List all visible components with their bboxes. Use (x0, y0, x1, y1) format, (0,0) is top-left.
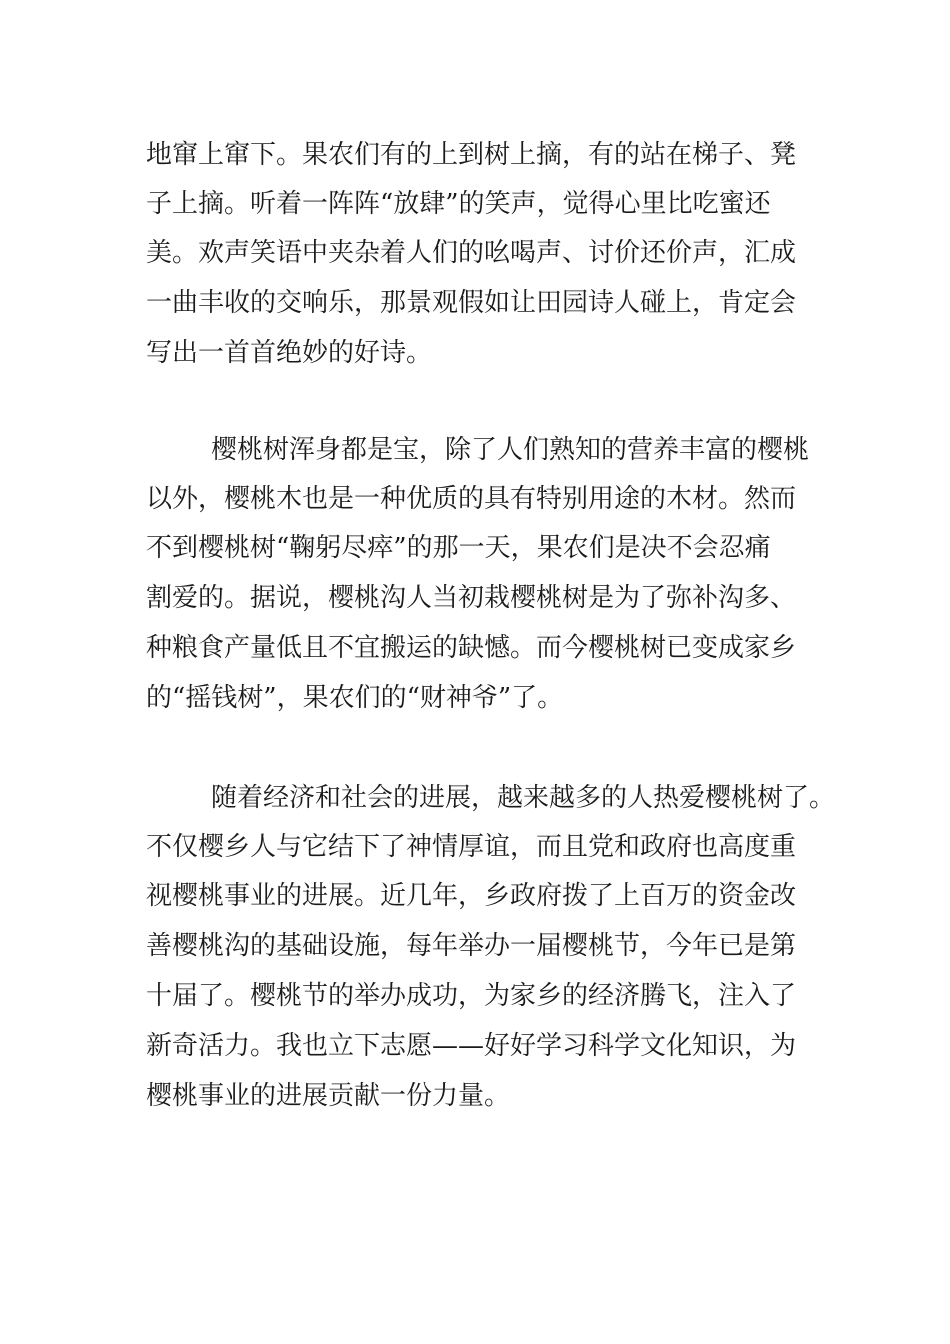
paragraph-line: 善樱桃沟的基础设施，每年举办一届樱桃节，今年已是第 (146, 931, 797, 961)
paragraph-line: 子上摘。听着一阵阵“放肆”的笑声，觉得心里比吃蜜还 (146, 189, 771, 219)
paragraph-line: 樱桃事业的进展贡献一份力量。 (146, 1081, 511, 1111)
paragraph-line: 割爱的。据说，樱桃沟人当初栽樱桃树是为了弥补沟多、 (146, 583, 797, 613)
paragraph-line: 地窜上窜下。果农们有的上到树上摘，有的站在梯子、凳 (146, 140, 797, 170)
paragraph-line: 十届了。樱桃节的举办成功，为家乡的经济腾飞，注入了 (146, 981, 797, 1011)
paragraph-line: 的“摇钱树”，果农们的“财神爷”了。 (146, 683, 564, 713)
paragraph-line: 写出一首首绝妙的好诗。 (146, 338, 433, 368)
paragraph-line: 不仅樱乡人与它结下了神情厚谊，而且党和政府也高度重 (146, 832, 797, 862)
paragraph-line: 美。欢声笑语中夹杂着人们的吆喝声、讨价还价声，汇成 (146, 238, 797, 268)
paragraph-line: 新奇活力。我也立下志愿——好好学习科学文化知识，为 (146, 1031, 797, 1061)
paragraph-line: 随着经济和社会的进展，越来越多的人热爱樱桃树了。 (211, 783, 836, 813)
paragraph-line: 一曲丰收的交响乐，那景观假如让田园诗人碰上，肯定会 (146, 288, 797, 318)
paragraph-line: 视樱桃事业的进展。近几年，乡政府拨了上百万的资金改 (146, 881, 797, 911)
paragraph-line: 樱桃树浑身都是宝，除了人们熟知的营养丰富的樱桃 (211, 435, 810, 465)
paragraph-line: 以外，樱桃木也是一种优质的具有特别用途的木材。然而 (146, 484, 797, 514)
paragraph-line: 不到樱桃树“鞠躬尽瘁”的那一天，果农们是决不会忍痛 (146, 533, 771, 563)
paragraph-line: 种粮食产量低且不宜搬运的缺憾。而今樱桃树已变成家乡 (146, 633, 797, 663)
